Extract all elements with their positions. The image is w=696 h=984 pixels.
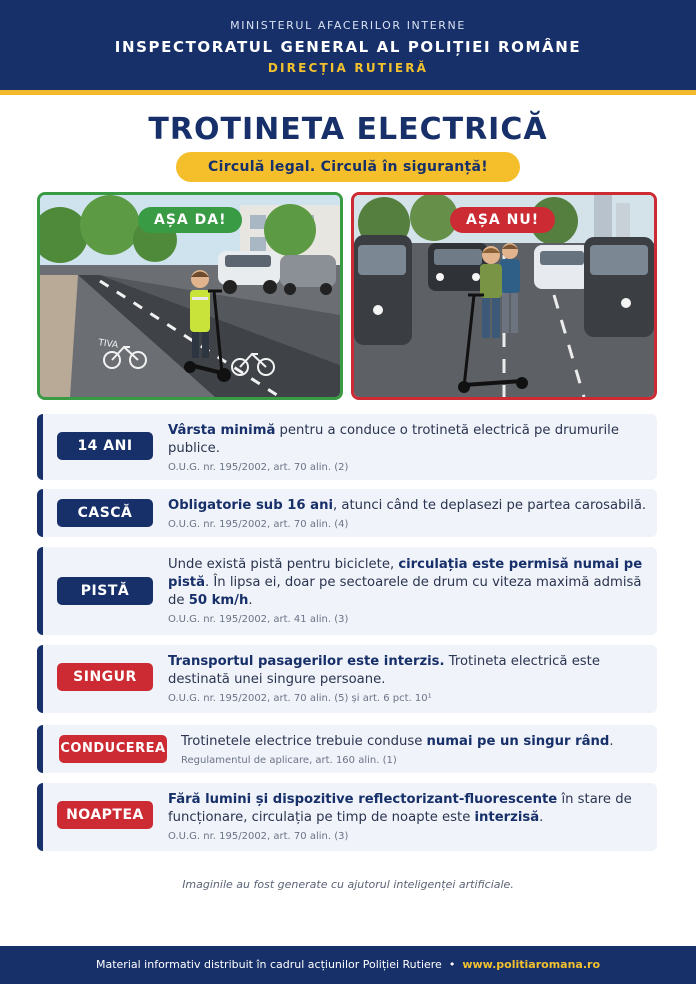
rule-row-text xyxy=(181,733,647,767)
rule-single-bold: Transportul pasagerilor este interzis. xyxy=(168,654,445,669)
yes-badge: AȘA DA! xyxy=(138,207,242,233)
rule-lane-text xyxy=(168,556,647,626)
photo-wrong-usage xyxy=(351,192,657,400)
rule-row-reference: Regulamentul de aplicare, art. 160 alin. (1) xyxy=(181,755,397,766)
rule-row-badge: CONDUCEREA xyxy=(59,735,167,763)
rule-helmet-desc: , atunci când te deplasezi pe partea carosabilă. xyxy=(332,498,647,513)
rule-night-text xyxy=(168,791,647,843)
rule-lane-speed: 50 km/h xyxy=(188,593,249,608)
rule-age-desc: pentru a conduce o trotinetă electrică pe drumurile publice. xyxy=(168,423,619,456)
footer-separator: • xyxy=(448,958,456,971)
footer-website-link[interactable]: www.politiaromana.ro xyxy=(462,958,600,971)
rule-helmet-text xyxy=(168,497,647,531)
subtitle-pill: Circulă legal. Circulă în siguranță! xyxy=(176,152,520,182)
footer-banner xyxy=(0,946,696,984)
rule-age-text xyxy=(168,422,647,474)
rule-lane-reference: O.U.G. nr. 195/2002, art. 41 alin. (3) xyxy=(168,614,349,625)
rule-night-end: . xyxy=(539,810,544,825)
page-title: TROTINETA ELECTRICĂ xyxy=(148,112,548,147)
rule-row-intro: Trotinetele electrice trebuie conduse xyxy=(181,734,427,749)
rule-single-reference: O.U.G. nr. 195/2002, art. 70 alin. (5) și art. 6 pct. 10¹ xyxy=(168,693,432,704)
rule-lane-desc: . În lipsa ei, doar pe sectoarele de drum cu viteza maximă admisă de xyxy=(168,575,642,608)
rule-night-bold: Fără lumini și dispozitive reflectorizant-fluorescente xyxy=(168,792,558,807)
rule-lane-end: . xyxy=(248,593,253,608)
header-banner xyxy=(0,0,696,92)
rule-single-desc: Trotineta electrică este destinată unei singure persoane. xyxy=(168,654,600,687)
rule-single xyxy=(37,645,657,713)
rule-helmet-badge: CASCĂ xyxy=(57,499,153,527)
rule-lane xyxy=(37,547,657,635)
ai-disclaimer: Imaginile au fost generate cu ajutorul inteligenței artificiale. xyxy=(182,878,514,891)
rule-helmet-reference: O.U.G. nr. 195/2002, art. 70 alin. (4) xyxy=(168,519,349,530)
header-divider xyxy=(0,90,696,95)
rule-lane-bold: circulația este permisă numai pe pistă xyxy=(168,557,643,590)
rule-night-badge: NOAPTEA xyxy=(57,801,153,829)
rule-single-badge: SINGUR xyxy=(57,663,153,691)
footer-text: Material informativ distribuit în cadrul acțiunilor Poliției Rutiere xyxy=(95,958,442,971)
rule-row-end: . xyxy=(609,734,614,749)
ministry-name: MINISTERUL AFACERILOR INTERNE xyxy=(230,19,466,32)
rule-night-desc: în stare de funcționare, circulația pe timp de noapte este xyxy=(168,792,632,825)
rule-age-reference: O.U.G. nr. 195/2002, art. 70 alin. (2) xyxy=(168,462,349,473)
rule-night-reference: O.U.G. nr. 195/2002, art. 70 alin. (3) xyxy=(168,831,349,842)
rule-row-bold: numai pe un singur rând xyxy=(426,734,610,749)
no-badge: AȘA NU! xyxy=(450,207,555,233)
rule-age xyxy=(37,414,657,480)
photo-correct-usage xyxy=(37,192,343,400)
rule-lane-badge: PISTĂ xyxy=(57,577,153,605)
bike-lane-marking-text: TIVA xyxy=(97,338,119,351)
rule-row xyxy=(37,725,657,773)
inspectorate-name: INSPECTORATUL GENERAL AL POLIȚIEI ROMÂNE xyxy=(114,38,582,56)
rule-helmet xyxy=(37,489,657,537)
rule-helmet-bold: Obligatorie sub 16 ani xyxy=(168,498,333,513)
rule-night xyxy=(37,783,657,851)
rule-lane-intro: Unde există pistă pentru biciclete, xyxy=(168,557,399,572)
rule-night-forbidden: interzisă xyxy=(474,810,540,825)
rule-age-badge: 14 ANI xyxy=(57,432,153,460)
rule-age-bold: Vârsta minimă xyxy=(168,423,276,438)
rule-single-text xyxy=(168,653,647,705)
directorate-name: DIRECȚIA RUTIERĂ xyxy=(267,61,429,75)
